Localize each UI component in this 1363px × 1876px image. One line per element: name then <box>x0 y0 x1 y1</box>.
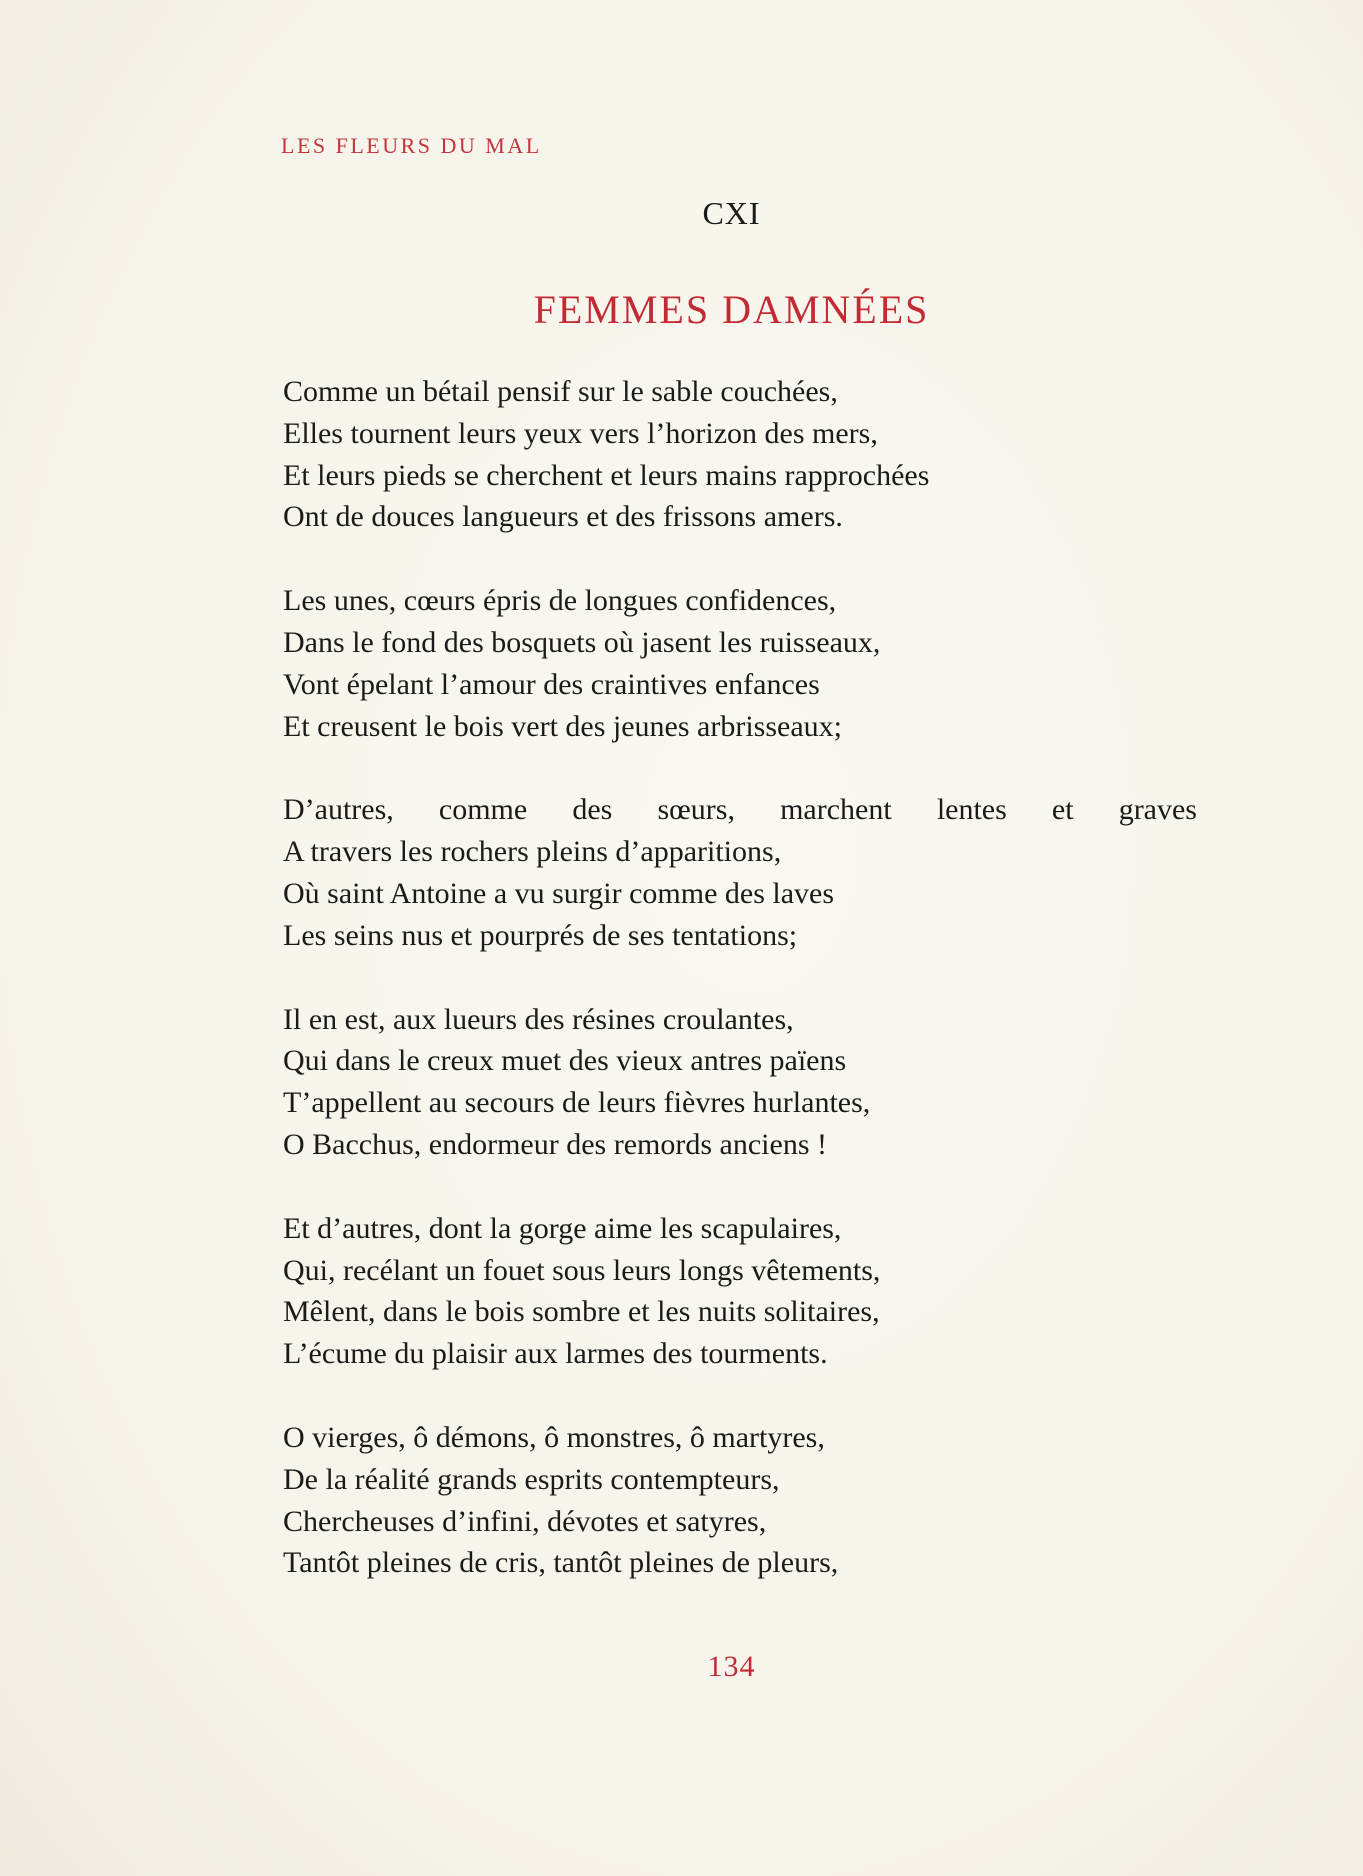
verse-line: T’appellent au secours de leurs fièvres hurlantes, <box>283 1086 871 1120</box>
page-number: 134 <box>707 1650 756 1683</box>
stanza-2 <box>283 580 1233 747</box>
verse-line: L’écume du plaisir aux larmes des tourments. <box>283 1337 828 1371</box>
poem-body <box>283 371 1233 1626</box>
stanza-4 <box>283 999 1233 1166</box>
verse-line: Mêlent, dans le bois sombre et les nuits solitaires, <box>283 1295 880 1329</box>
stanza-6 <box>283 1417 1233 1584</box>
verse-line: Qui dans le creux muet des vieux antres païens <box>283 1044 847 1078</box>
stanza-1 <box>283 371 1233 538</box>
verse-line: Ont de douces langueurs et des frissons amers. <box>283 500 843 534</box>
verse-line: Comme un bétail pensif sur le sable couchées, <box>283 375 838 408</box>
verse-line: Et d’autres, dont la gorge aime les scapulaires, <box>283 1211 842 1245</box>
verse-line: Et leurs pieds se cherchent et leurs mains rapprochées <box>283 458 930 492</box>
verse-line: Où saint Antoine a vu surgir comme des laves <box>283 876 835 910</box>
stanza-3 <box>283 789 1233 956</box>
verse-line: D’autres, comme des sœurs, marchent lentes et graves <box>283 793 1197 827</box>
stanza-5 <box>283 1208 1233 1375</box>
verse-line: O Bacchus, endormeur des remords anciens ! <box>283 1127 827 1161</box>
verse-line: Tantôt pleines de cris, tantôt pleines de pleurs, <box>283 1546 839 1580</box>
poem-number: CXI <box>702 195 761 231</box>
verse-line: A travers les rochers pleins d’apparitions, <box>283 835 782 869</box>
running-head: LES FLEURS DU MAL <box>281 133 542 158</box>
verse-line: Elles tournent leurs yeux vers l’horizon des mers, <box>283 416 878 450</box>
verse-line: Vont épelant l’amour des craintives enfances <box>283 667 820 701</box>
verse-line: Chercheuses d’infini, dévotes et satyres, <box>283 1504 767 1538</box>
verse-line: Dans le fond des bosquets où jasent les ruisseaux, <box>283 625 881 659</box>
verse-line: Les unes, cœurs épris de longues confidences, <box>283 584 837 618</box>
verse-line: Et creusent le bois vert des jeunes arbrisseaux; <box>283 709 842 743</box>
verse-line: O vierges, ô démons, ô monstres, ô martyres, <box>283 1420 825 1454</box>
verse-line: Il en est, aux lueurs des résines croulantes, <box>283 1002 794 1036</box>
verse-line: Qui, recélant un fouet sous leurs longs vêtements, <box>283 1253 881 1287</box>
poem-title: FEMMES DAMNÉES <box>533 287 930 332</box>
verse-line: Les seins nus et pourprés de ses tentations; <box>283 918 798 952</box>
verse-line: De la réalité grands esprits contempteurs, <box>283 1462 780 1496</box>
